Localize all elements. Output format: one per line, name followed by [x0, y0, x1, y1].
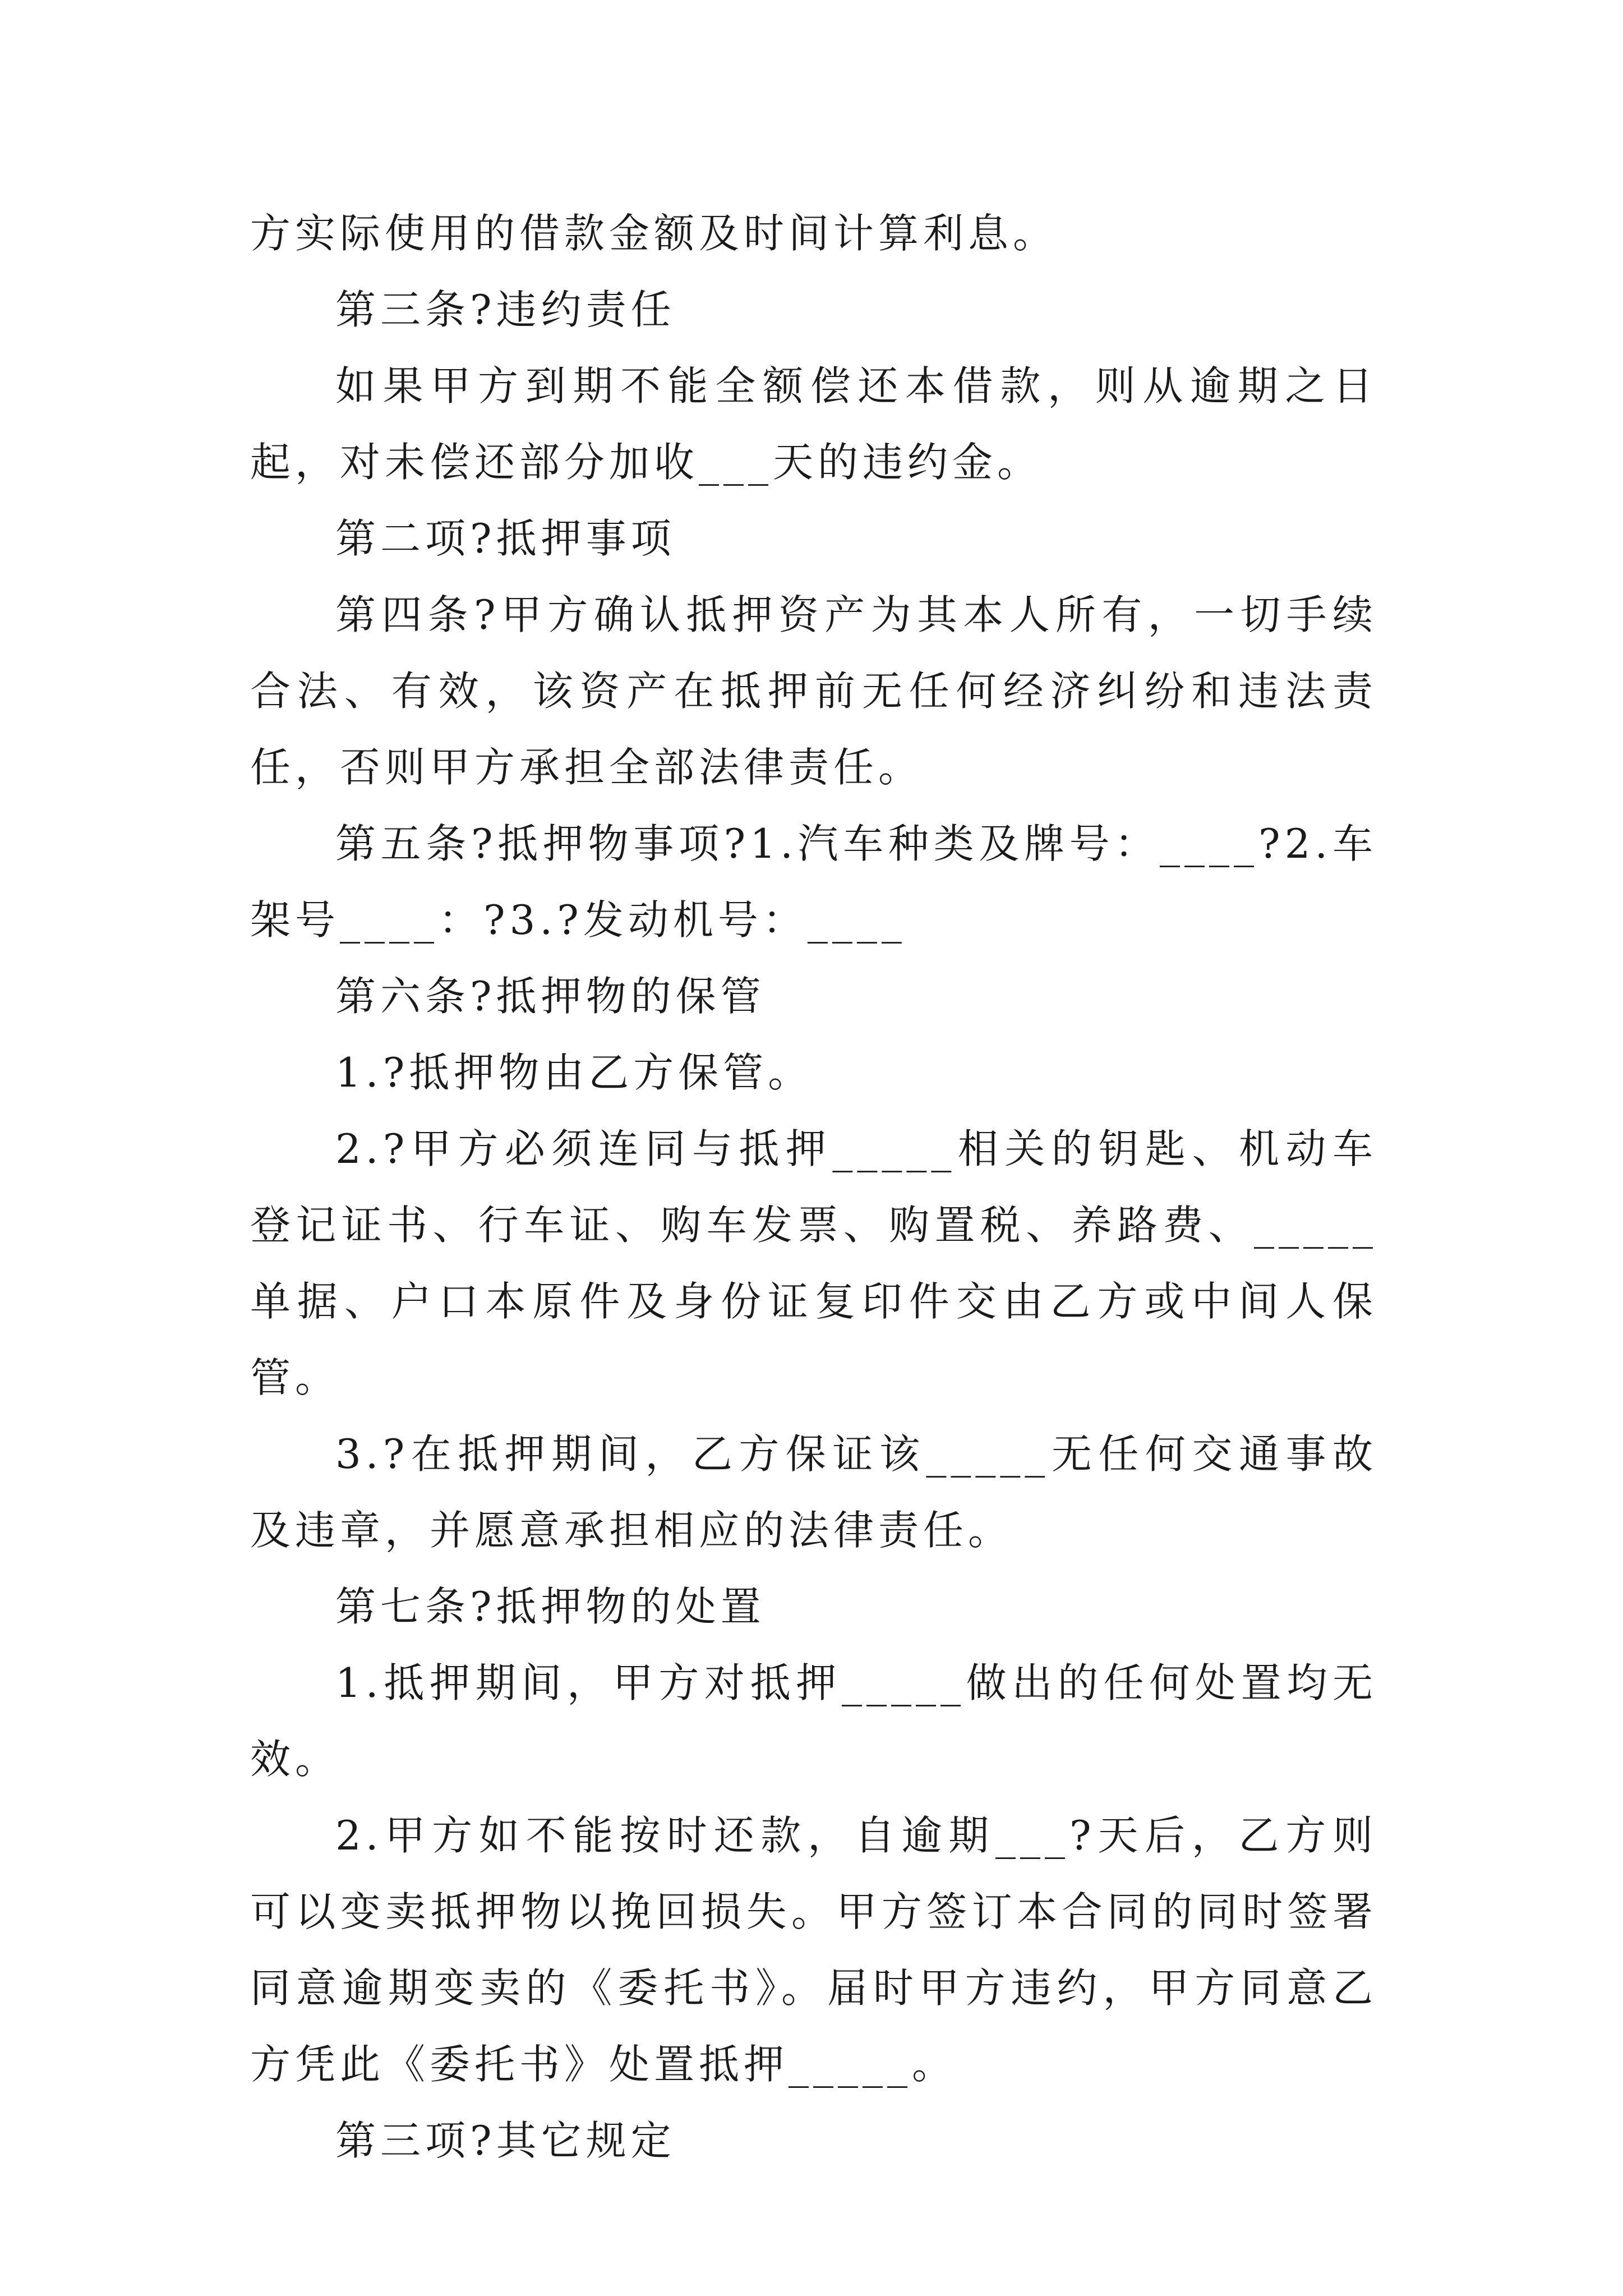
document-body [250, 195, 1377, 2179]
paragraph: 第五条?抵押物事项?1.汽车种类及牌号：____?2.车架号____：?3.?发动机号：____ [250, 820, 1377, 944]
list-item: 1.?抵押物由乙方保管。 [335, 1049, 813, 1096]
article-heading: 第三条?违约责任 [335, 286, 676, 333]
list-item: 2.?甲方必须连同与抵押_____相关的钥匙、机动车登记证书、行车证、购车发票、购置税、养路费、_____单据、户口本原件及身份证复印件交由乙方或中间人保管。 [250, 1125, 1377, 1401]
article-heading: 第六条?抵押物的保管 [335, 973, 766, 1020]
paragraph: 第四条?甲方确认抵押资产为其本人所有，一切手续合法、有效，该资产在抵押前无任何经济纠纷和违法责任，否则甲方承担全部法律责任。 [250, 591, 1377, 791]
list-item: 2.甲方如不能按时还款，自逾期___?天后，乙方则可以变卖抵押物以挽回损失。甲方签订本合同的同时签署同意逾期变卖的《委托书》。届时甲方违约，甲方同意乙方凭此《委托书》处置抵押_____。 [250, 1812, 1377, 2088]
paragraph: 方实际使用的借款金额及时间计算利息。 [250, 210, 1058, 257]
article-heading: 第七条?抵押物的处置 [335, 1583, 766, 1630]
list-item: 1.抵押期间，甲方对抵押_____做出的任何处置均无效。 [250, 1659, 1377, 1783]
list-item: 3.?在抵押期间，乙方保证该_____无任何交通事故及违章，并愿意承担相应的法律责任。 [250, 1430, 1377, 1554]
section-heading: 第二项?抵押事项 [335, 515, 676, 562]
paragraph: 如果甲方到期不能全额偿还本借款，则从逾期之日起，对未偿还部分加收___天的违约金。 [250, 362, 1377, 486]
section-heading: 第三项?其它规定 [335, 2117, 676, 2164]
